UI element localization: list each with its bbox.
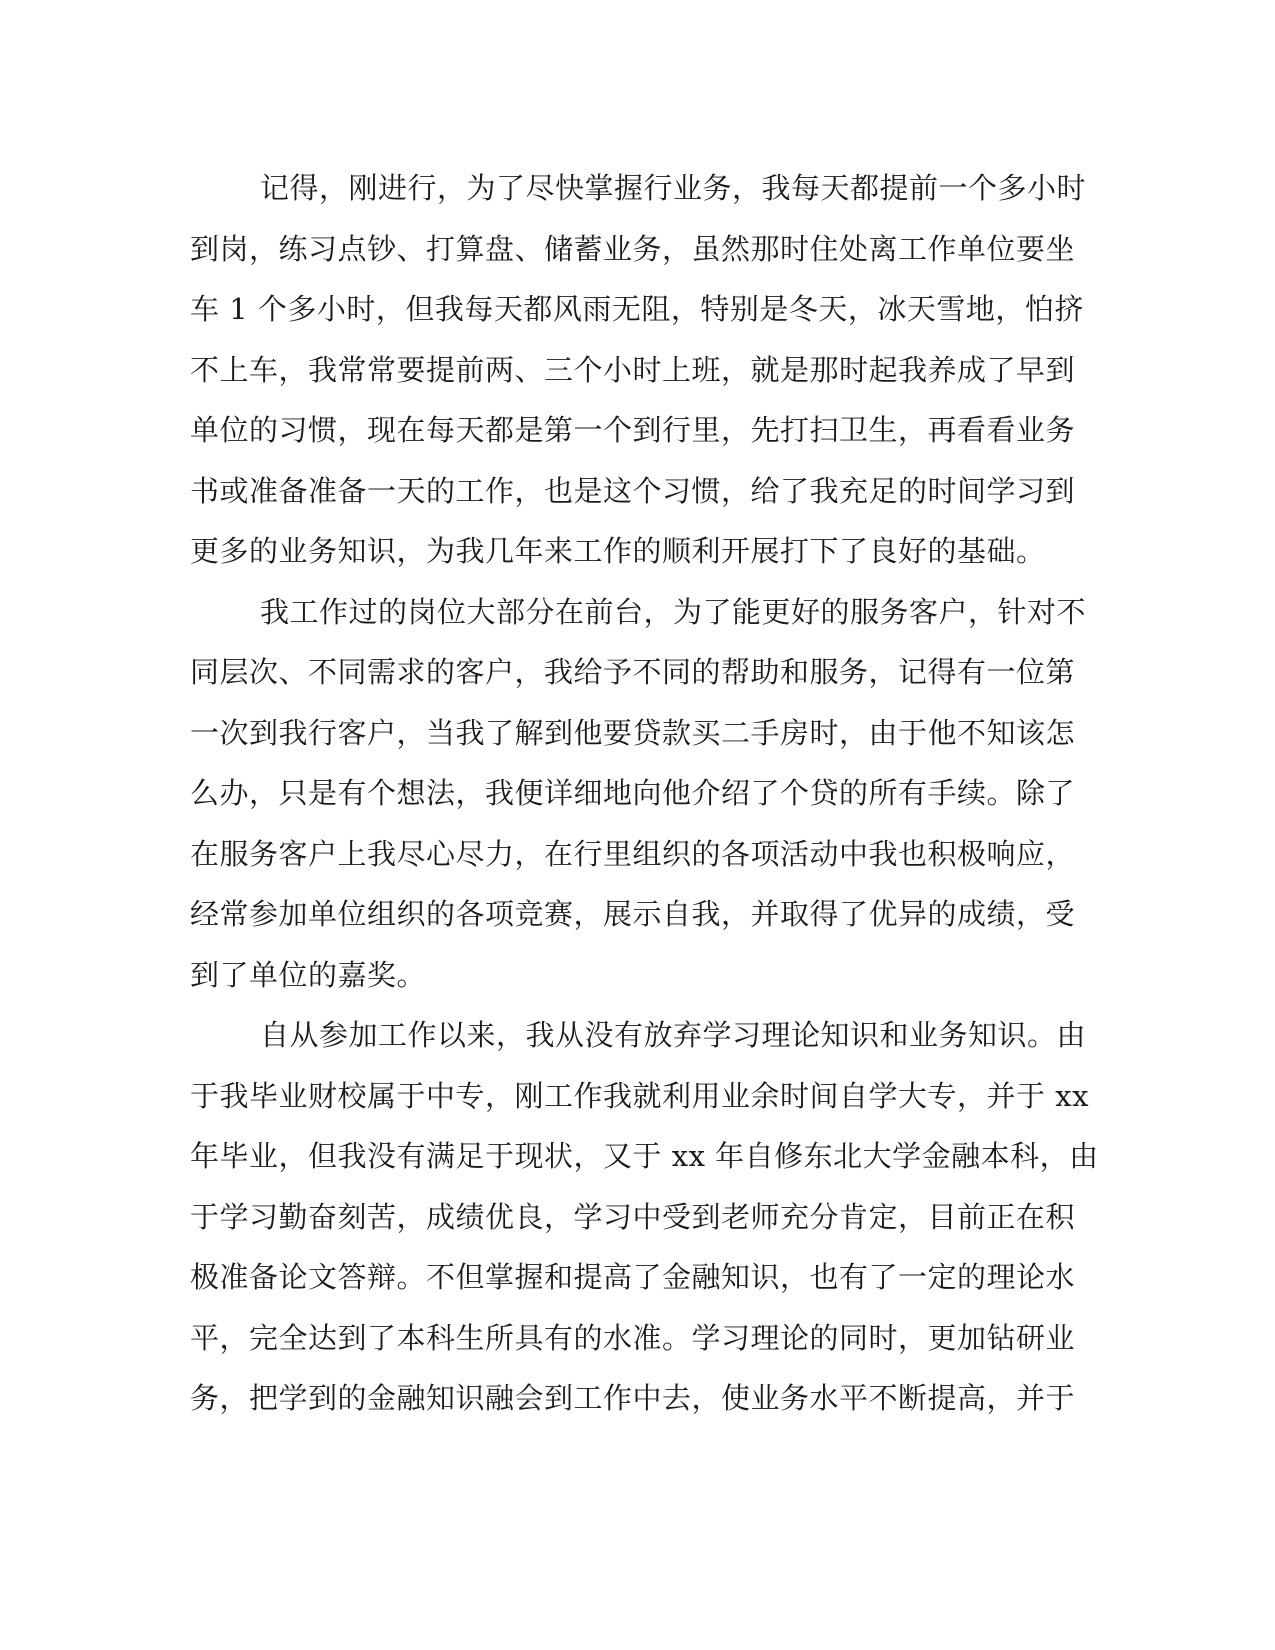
paragraph-line: 自从参加工作以来，我从没有放弃学习理论知识和业务知识。由	[260, 1018, 1087, 1052]
paragraph-line: 到了单位的嘉奖。	[190, 957, 427, 992]
paragraph-1	[190, 158, 1087, 582]
paragraph-line: 更多的业务知识，为我几年来工作的顺利开展打下了良好的基础。	[190, 534, 1046, 568]
paragraph-3	[190, 1005, 1099, 1429]
paragraph-line: 不上车，我常常要提前两、三个小时上班，就是那时起我养成了早到	[190, 352, 1076, 387]
paragraph-2	[190, 582, 1087, 1006]
paragraph-line: 平，完全达到了本科生所具有的水准。学习理论的同时，更加钻研业	[190, 1320, 1076, 1355]
paragraph-line: 书或准备准备一天的工作，也是这个习惯，给了我充足的时间学习到	[190, 473, 1076, 508]
document-body	[190, 158, 1099, 1429]
paragraph-line: 经常参加单位组织的各项竞赛，展示自我，并取得了优异的成绩，受	[190, 897, 1076, 931]
paragraph-line: 单位的习惯，现在每天都是第一个到行里，先打扫卫生，再看看业务	[190, 413, 1076, 447]
paragraph-line: 么办，只是有个想法，我便详细地向他介绍了个贷的所有手续。除了	[190, 776, 1076, 810]
paragraph-line: 在服务客户上我尽心尽力，在行里组织的各项活动中我也积极响应，	[190, 836, 1076, 871]
paragraph-line: 极准备论文答辩。不但掌握和提高了金融知识，也有了一定的理论水	[190, 1260, 1076, 1294]
paragraph-line: 记得，刚进行，为了尽快掌握行业务，我每天都提前一个多小时	[260, 171, 1087, 205]
paragraph-line: 年毕业，但我没有满足于现状，又于 xx 年自修东北大学金融本科，由	[190, 1139, 1099, 1173]
paragraph-line: 务，把学到的金融知识融会到工作中去，使业务水平不断提高，并于	[190, 1381, 1076, 1415]
paragraph-line: 车 1 个多小时，但我每天都风雨无阻，特别是冬天，冰天雪地，怕挤	[190, 292, 1084, 326]
paragraph-line: 同层次、不同需求的客户，我给予不同的帮助和服务，记得有一位第	[190, 655, 1076, 689]
paragraph-line: 于我毕业财校属于中专，刚工作我就利用业余时间自学大专，并于 xx	[190, 1078, 1089, 1113]
paragraph-line: 于学习勤奋刻苦，成绩优良，学习中受到老师充分肯定，目前正在积	[190, 1199, 1076, 1234]
paragraph-line: 一次到我行客户，当我了解到他要贷款买二手房时，由于他不知该怎	[190, 715, 1076, 750]
paragraph-line: 到岗，练习点钞、打算盘、储蓄业务，虽然那时住处离工作单位要坐	[190, 231, 1076, 266]
paragraph-line: 我工作过的岗位大部分在前台，为了能更好的服务客户，针对不	[260, 594, 1087, 629]
